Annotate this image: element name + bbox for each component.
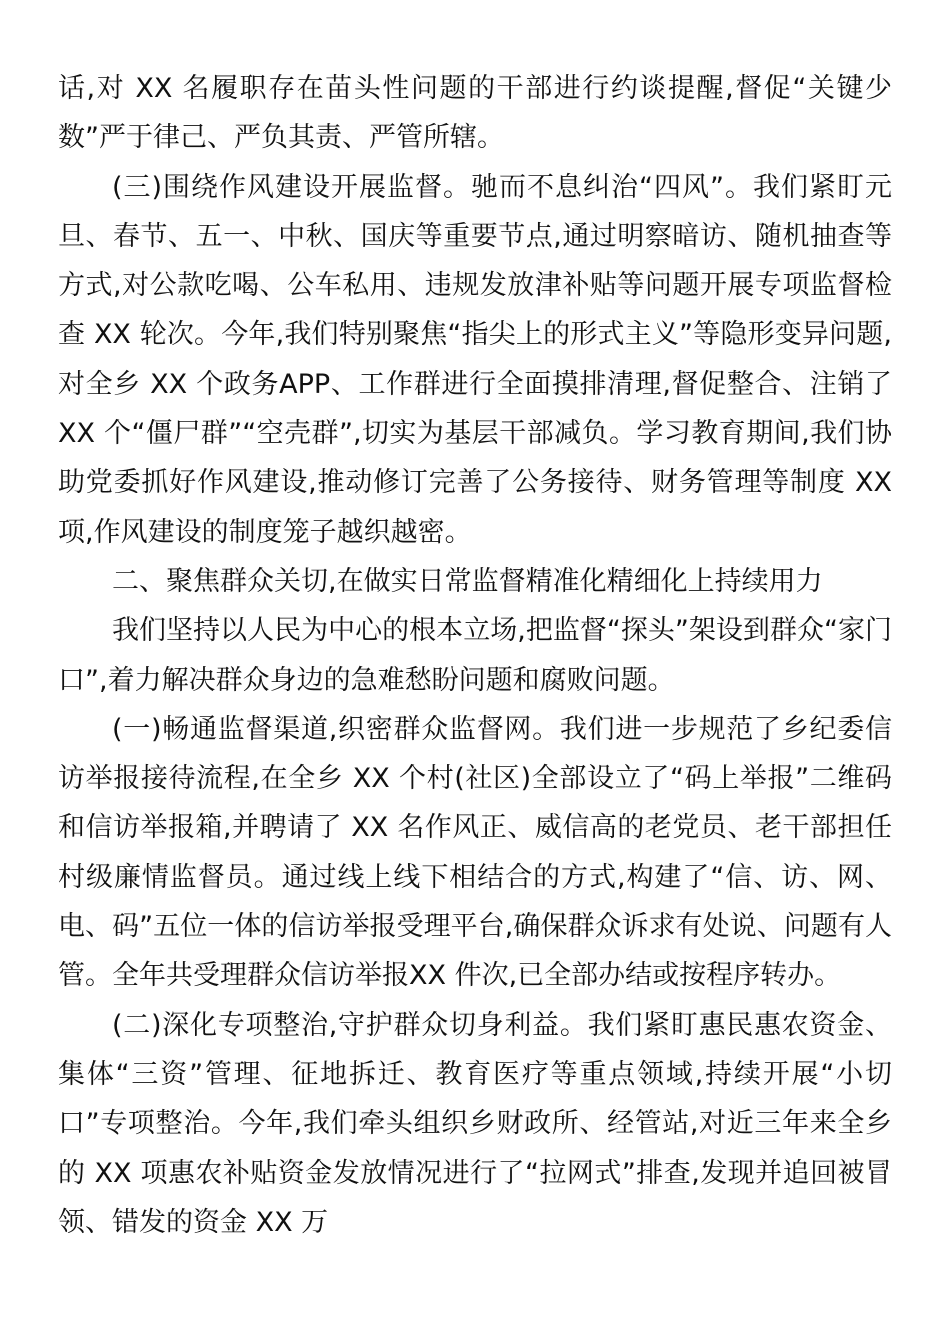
paragraph-style-supervision: (三)围绕作风建设开展监督。驰而不息纠治“四风”。我们紧盯元旦、春节、五一、中秋、国庆等重要节点,通过明察暗访、随机抽查等方式,对公款吃喝、公车私用、违规发放津补贴等问题开展专项监督检查 XX 轮次。今年,我们特别聚焦“指尖上的形式主义”等隐形变异问题,对全乡 XX 个政务APP、工作群进行全面摸排清理,督促整合、注销了 XX 个“僵尸群”“空壳群”,切实为基层干部减负。学习教育期间,我们协助党委抓好作风建设,推动修订完善了公务接待、财务管理等制度 XX 项,作风建设的制度笼子越织越密。 [58,171,892,548]
paragraph-continuation: 话,对 XX 名履职存在苗头性问题的干部进行约谈提醒,督促“关键少数”严于律己、严负其责、严管所辖。 [58,73,892,154]
document-body [58,64,892,1247]
paragraph-section-intro: 我们坚持以人民为中心的根本立场,把监督“探头”架设到群众“家门口”,着力解决群众身边的急难愁盼问题和腐败问题。 [58,615,892,696]
paragraph-supervision-channels: (一)畅通监督渠道,织密群众监督网。我们进一步规范了乡纪委信访举报接待流程,在全乡 XX 个村(社区)全部设立了“码上举报”二维码和信访举报箱,并聘请了 XX 名作风正、威信高的老党员、老干部担任村级廉情监督员。通过线上线下相结合的方式,构建了“信、访、网、电、码”五位一体的信访举报受理平台,确保群众诉求有处说、问题有人管。全年共受理群众信访举报XX 件次,已全部办结或按程序转办。 [58,713,892,992]
paragraph-special-rectification: (二)深化专项整治,守护群众切身利益。我们紧盯惠民惠农资金、集体“三资”管理、征地拆迁、教育医疗等重点领域,持续开展“小切口”专项整治。今年,我们牵头组织乡财政所、经管站,对近三年来全乡的 XX 项惠农补贴资金发放情况进行了“拉网式”排查,发现并追回被冒领、错发的资金 XX 万 [58,1009,892,1238]
section-heading-two: 二、聚焦群众关切,在做实日常监督精准化精细化上持续用力 [112,565,823,597]
